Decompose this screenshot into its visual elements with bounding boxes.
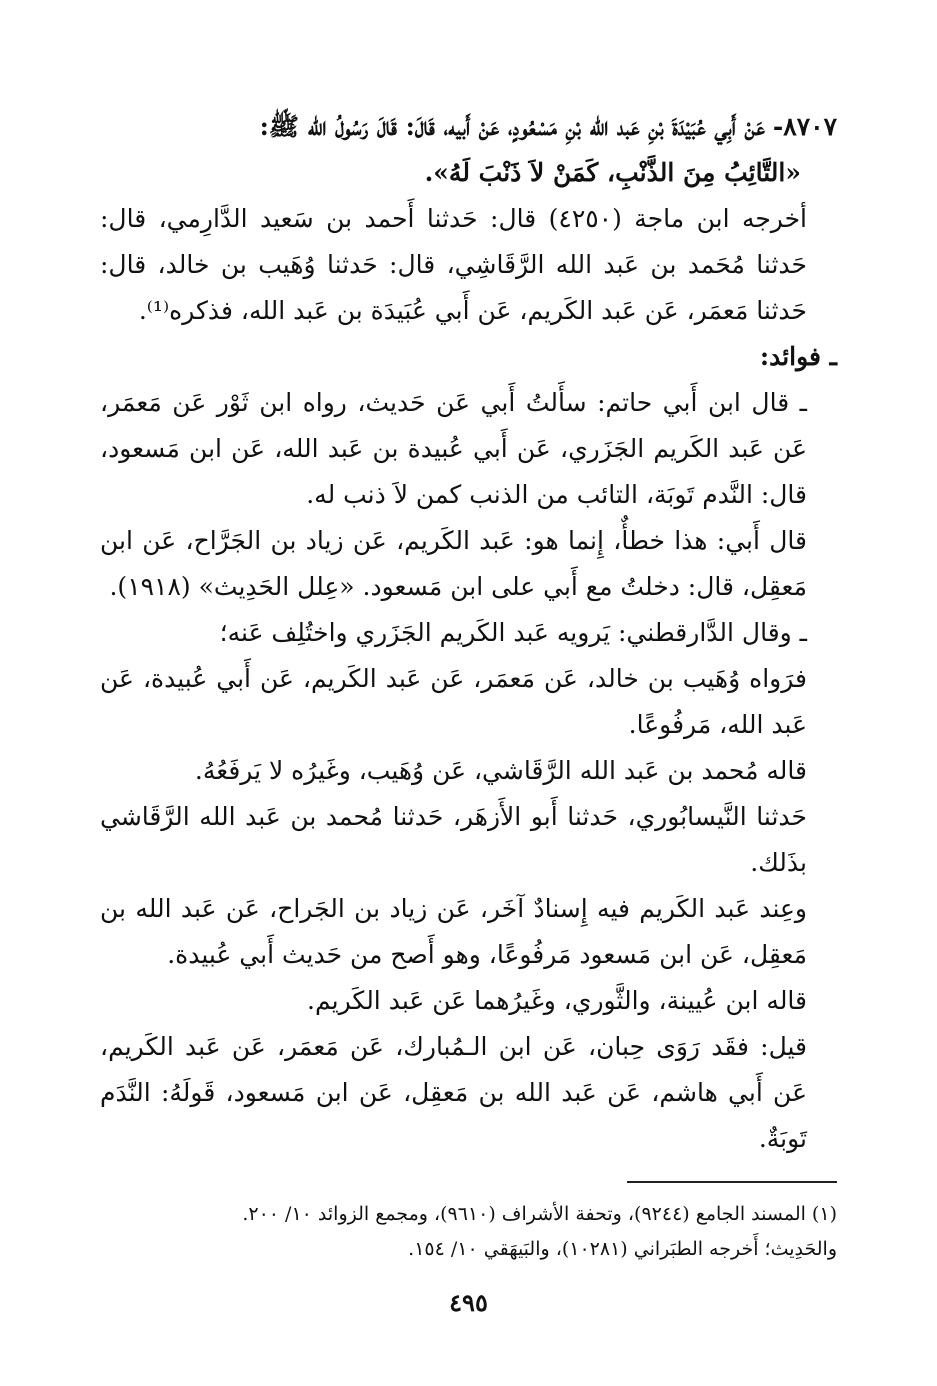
paragraph: قيل: فقَد رَوَى حِبان، عَن ابن الـمُبارك، عَن مَعمَر، عَن عَبد الكَريم، عَن أَبي هاشم، عَن عَبد الله بن مَعقِل، عَن ابن مَسعود، قَولَهُ: النَّدَم تَوبَةٌ.: [100, 1032, 807, 1153]
hadith-matn: «التَّائِبُ مِنَ الذَّنْبِ، كَمَنْ لاَ ذَنْبَ لَهُ».: [424, 158, 801, 187]
footnote-divider: [627, 1181, 837, 1183]
paragraph: ـ وقال الدَّارقطني: يَرويه عَبد الكَريم الجَزَري واختُلِف عَنه؛: [219, 618, 807, 647]
paragraph: قال أَبي: هذا خطأٌ، إِنما هو: عَبد الكَريم، عَن زياد بن الجَرَّاح، عَن ابن مَعقِل، قال: دخلتُ مع أَبي على ابن مَسعود. «عِلل الحَدِيث» (١٩١٨).: [100, 526, 807, 601]
hadith-number: ٨٧٠٧-: [772, 112, 837, 141]
paragraph: قاله ابن عُيينة، والثَّوري، وغَيرُهما عَن عَبد الكَريم.: [307, 986, 807, 1015]
footnote-line: والحَدِيث؛ أَخرجه الطبَراني (١٠٢٨١)، والبَيهَقي ١٠/ ١٥٤.: [408, 1238, 837, 1260]
paragraph: قاله مُحمد بن عَبد الله الرَّقَاشي، عَن وُهَيب، وغَيرُه لا يَرفَعُهُ.: [194, 756, 807, 785]
hadith-isnad: عَنْ أَبِي عُبَيْدَةَ بْنِ عَبد الله بْنِ مَسْعُودٍ، عَنْ أَبيه، قَالَ: قَالَ رَسُولُ الله ﷺ:: [259, 112, 765, 141]
paragraph: وعِند عَبد الكَريم فيه إِسنادٌ آخَر، عَن زياد بن الجَراح، عَن عَبد الله بن مَعقِل، عَن ابن مَسعود مَرفُوعًا، وهو أَصح من حَديث أَبي عُبيدة.: [100, 894, 807, 969]
fawaid-heading: ـ فوائد:: [759, 342, 837, 371]
main-text: [100, 104, 837, 1162]
takhrij-paragraph: أخرجه ابن ماجة (٤٢٥٠) قال: حَدثنا أَحمد بن سَعيد الدَّارِمي، قال: حَدثنا مُحَمد بن عَبد الله الرَّقَاشِي، قال: حَدثنا وُهَيب بن خالد، قال: حَدثنا مَعمَر، عَن عَبد الكَريم، عَن أَبي عُبَيدَة بن عَبد الله، فذكره⁽¹⁾.: [100, 204, 807, 325]
paragraph: ـ قال ابن أَبي حاتم: سأَلتُ أَبي عَن حَديث، رواه ابن ثَوْر عَن مَعمَر، عَن عَبد الكَريم الجَزَري، عَن أَبي عُبيدة بن عَبد الله، عَن ابن مَسعود، قال: النَّدم تَوبَة، التائب من الذنب كمن لاَ ذنب له.: [100, 388, 807, 509]
paragraph: فرَواه وُهَيب بن خالد، عَن مَعمَر، عَن عَبد الكَريم، عَن أَبي عُبيدة، عَن عَبد الله، مَرفُوعًا.: [100, 664, 807, 739]
hadith-entry: [100, 104, 837, 150]
paragraph: حَدثنا النَّيسابُوري، حَدثنا أَبو الأَزهَر، حَدثنا مُحمد بن عَبد الله الرَّقَاشي بذَلك.: [100, 802, 807, 877]
footnote-line: (١) المسند الجامع (٩٢٤٤)، وتحفة الأشراف (٩٦١٠)، ومجمع الزوائد ١٠/ ٢٠٠.: [242, 1203, 837, 1225]
page-number: ٤٩٥: [449, 1288, 488, 1317]
footnotes: [100, 1197, 837, 1267]
